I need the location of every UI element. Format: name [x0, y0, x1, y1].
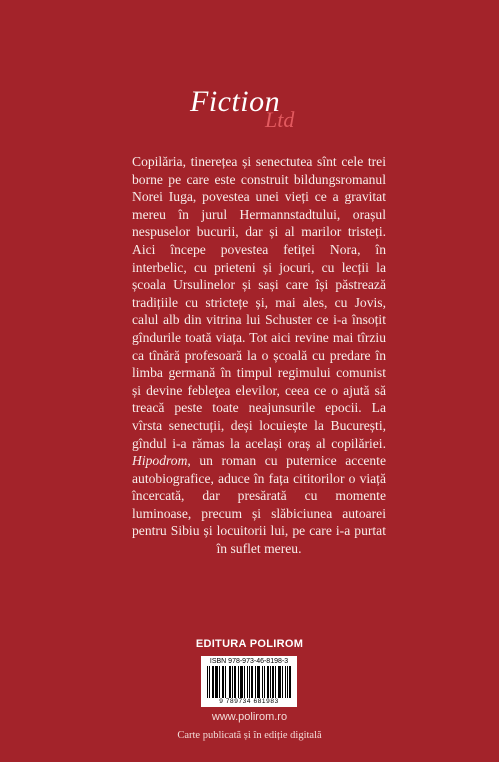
blurb-text-part1: Copilăria, tinerețea și senectutea sînt cele trei borne pe care este construit bildungsromanul Norei Iuga, povestea unei vieți ce a gravitat mereu în jurul Hermannstadtului, orașul nespuselor bucurii, dar și al marilor tristeți. Aici începe povestea fetiței Nora, în interbelic, cu prieteni și jocuri, cu lecții la școala Ursulinelor și sași care își păstrează tradițiile cu strictețe și, mai ales, cu Jovis, calul alb din vitrina lui Schuster ce i-a însoțit gîndurile toată viața. Tot aici revine mai tîrziu ca tînără profesoară la o școală cu predare în limba germană în timpul regimului comunist și devine febleţea elevilor, ceea ce o ajută să treacă peste toate neajunsurile epocii. La vîrsta senectuții, deși locuiește la București, gîndul i-a rămas la același oraș al copilăriei.: [132, 154, 386, 451]
digital-edition-note: Carte publicată și în ediție digitală: [177, 730, 322, 741]
logo-ltd-word: Ltd: [265, 107, 295, 132]
barcode-icon: [206, 666, 292, 698]
publisher-website: www.polirom.ro: [211, 711, 288, 723]
barcode-digits: 9 789734 681983: [219, 698, 279, 705]
isbn-barcode-block: [201, 656, 297, 707]
publisher-name: EDITURA POLIROM: [195, 638, 304, 650]
isbn-number: ISBN 978-973-46-8198-3: [209, 658, 289, 665]
logo-fiction-word: Fiction: [190, 85, 281, 118]
blurb-text-part2: , un roman cu puternice accente autobiografice, aduce în fața cititorilor o viață încercată, dar presărată cu momente luminoase, precum și slăbiciunea autoarei pentru Sibiu și locuitorii lui, pe care i-a purtat în suflet mereu.: [132, 453, 386, 557]
blurb-book-title: Hipodrom: [132, 453, 188, 469]
fiction-ltd-logo: [190, 85, 330, 140]
back-cover-blurb: [132, 153, 386, 558]
